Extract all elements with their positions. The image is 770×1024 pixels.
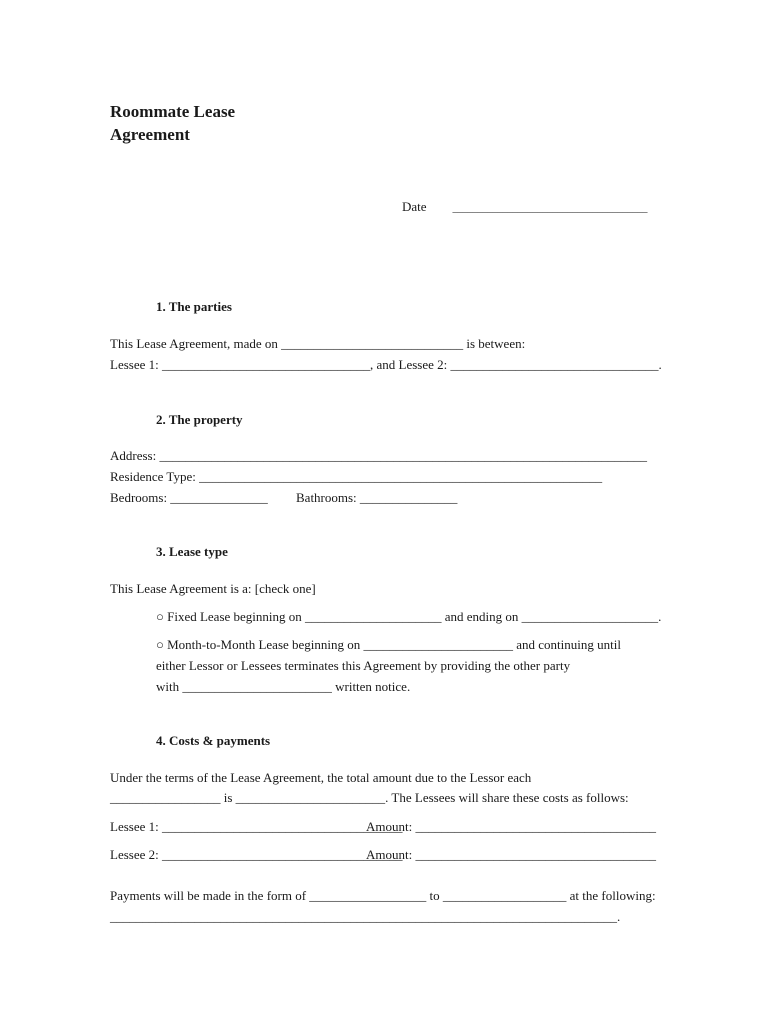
month-to-month-line-2: either Lessor or Lessees terminates this Agreement by providing the other party <box>156 658 571 673</box>
section-heading-lease-type: 3. Lease type <box>156 544 228 559</box>
lessee-2-share: Lessee 2: _____________________________________ <box>110 847 403 862</box>
lessee-2-amount: Amount: _____________________________________ <box>366 847 656 862</box>
costs-line-2: _________________ is _______________________. The Lessees will share these costs as follows: <box>110 790 629 805</box>
document-title <box>110 100 235 146</box>
parties-line-2: Lessee 1: ________________________________, and Lessee 2: ________________________________. <box>110 357 662 372</box>
section-heading-property: 2. The property <box>156 412 243 427</box>
title-line-1: Roommate Lease <box>110 102 236 121</box>
month-to-month-option[interactable]: ○ Month-to-Month Lease beginning on _______________________ and continuing until <box>156 637 621 652</box>
costs-line-1: Under the terms of the Lease Agreement, the total amount due to the Lessor each <box>110 770 532 785</box>
payments-line-2: ______________________________________________________________________________. <box>110 909 621 924</box>
date-row <box>402 199 648 215</box>
section-heading-costs: 4. Costs & payments <box>156 733 271 748</box>
bedrooms-line: Bedrooms: _______________ <box>110 490 268 505</box>
date-label: Date <box>402 199 427 214</box>
title-line-2: Agreement <box>110 125 190 144</box>
address-line: Address: ___________________________________________________________________________ <box>110 448 647 463</box>
lessee-1-share: Lessee 1: _____________________________________ <box>110 819 403 834</box>
lessee-1-amount: Amount: _____________________________________ <box>366 819 656 834</box>
month-to-month-line-3: with _______________________ written notice. <box>156 679 411 694</box>
fixed-lease-option[interactable]: ○ Fixed Lease beginning on _____________________ and ending on _____________________. <box>156 609 662 624</box>
bathrooms-line: Bathrooms: _______________ <box>296 490 458 505</box>
parties-line-1: This Lease Agreement, made on ____________________________ is between: <box>110 336 526 351</box>
date-field[interactable]: _______________________________________ <box>452 203 648 214</box>
residence-type-line: Residence Type: ______________________________________________________________ <box>110 469 603 484</box>
section-heading-parties: 1. The parties <box>156 299 232 314</box>
payments-line-1: Payments will be made in the form of __________________ to ___________________ at the following: <box>110 888 656 903</box>
lease-type-intro: This Lease Agreement is a: [check one] <box>110 581 316 596</box>
